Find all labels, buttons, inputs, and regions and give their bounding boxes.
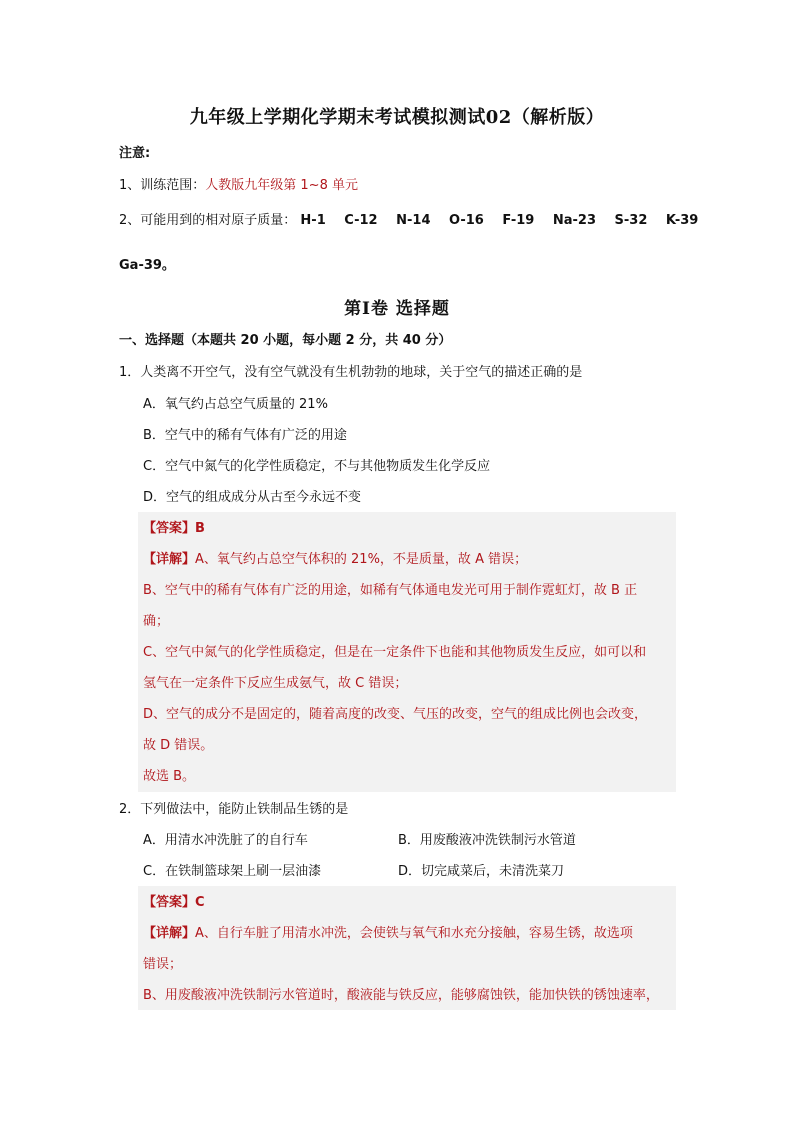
section-title: 第Ⅰ卷 选择题 bbox=[344, 299, 450, 319]
atomic-mass-continued: Ga-39。 bbox=[119, 258, 175, 273]
answer-value: C bbox=[195, 895, 205, 910]
document-title: 九年级上学期化学期末考试模拟测试02（解析版） bbox=[189, 107, 605, 128]
atomic-mass: F-19 bbox=[502, 213, 535, 228]
note-1 bbox=[119, 177, 358, 195]
atomic-mass: C-12 bbox=[344, 213, 378, 228]
note-2 bbox=[119, 212, 698, 230]
question-1-detail-line: B、空气中的稀有气体有广泛的用途，如稀有气体通电发光可用于制作霓虹灯，故 B 正 bbox=[143, 583, 638, 598]
detail-text: A、自行车脏了用清水冲洗，会使铁与氧气和水充分接触，容易生锈，故选项 bbox=[195, 926, 633, 941]
atomic-mass: O-16 bbox=[449, 213, 484, 228]
atomic-mass: S-32 bbox=[614, 213, 648, 228]
question-2-option-a: A．用清水冲洗脏了的自行车 bbox=[143, 833, 308, 848]
atomic-mass: Na-23 bbox=[552, 213, 596, 228]
question-1-detail-line: 确； bbox=[143, 614, 170, 629]
atomic-mass: K-39 bbox=[665, 213, 699, 228]
question-1-detail-line bbox=[143, 551, 527, 569]
question-2-detail-line: 错误； bbox=[143, 957, 183, 972]
answer-tag: 【答案】 bbox=[143, 521, 196, 536]
question-1-option-c: C．空气中氮气的化学性质稳定，不与其他物质发生化学反应 bbox=[143, 459, 491, 474]
note-1-value: 人教版九年级第 1~8 单元 bbox=[205, 178, 358, 193]
question-1-detail-line: 故 D 错误。 bbox=[143, 738, 214, 753]
question-2-detail-line: B、用废酸液冲洗铁制污水管道时，酸液能与铁反应，能够腐蚀铁，能加快铁的锈蚀速率， bbox=[143, 988, 659, 1003]
atomic-mass: N-14 bbox=[396, 213, 431, 228]
question-1-detail-line: 故选 B。 bbox=[143, 769, 196, 784]
detail-text: A、氧气约占总空气体积的 21%，不是质量，故 A 错误； bbox=[195, 552, 528, 567]
detail-tag: 【详解】 bbox=[143, 552, 196, 567]
part-heading: 一、选择题（本题共 20 小题，每小题 2 分，共 40 分） bbox=[119, 333, 452, 348]
question-1-detail-line: 氢气在一定条件下反应生成氨气，故 C 错误； bbox=[143, 676, 408, 691]
atomic-mass: H-1 bbox=[300, 213, 326, 228]
answer-value: B bbox=[195, 521, 205, 536]
question-1-option-d: D．空气的组成成分从古至今永远不变 bbox=[143, 490, 362, 505]
answer-tag: 【答案】 bbox=[143, 895, 196, 910]
question-2-option-d: D．切完咸菜后，未清洗菜刀 bbox=[398, 864, 565, 879]
question-2-option-c: C．在铁制篮球架上刷一层油漆 bbox=[143, 864, 322, 879]
note-2-prefix: 2、可能用到的相对原子质量： bbox=[119, 213, 297, 228]
question-1-answer bbox=[143, 520, 205, 538]
question-2-option-b: B．用废酸液冲洗铁制污水管道 bbox=[398, 833, 576, 848]
note-1-prefix: 1、训练范围： bbox=[119, 178, 206, 193]
question-1-option-b: B．空气中的稀有气体有广泛的用途 bbox=[143, 428, 347, 443]
detail-tag: 【详解】 bbox=[143, 926, 196, 941]
atomic-mass-list bbox=[300, 213, 698, 228]
question-2-detail-line bbox=[143, 925, 633, 943]
question-1-detail-line: D、空气的成分不是固定的，随着高度的改变、气压的改变，空气的组成比例也会改变， bbox=[143, 707, 648, 722]
question-1-option-a: A．氧气约占总空气质量的 21% bbox=[143, 397, 328, 412]
question-2-answer bbox=[143, 894, 205, 912]
question-1-detail-line: C、空气中氮气的化学性质稳定，但是在一定条件下也能和其他物质发生反应，如可以和 bbox=[143, 645, 647, 660]
notice-label: 注意: bbox=[119, 146, 151, 161]
question-2-stem: 2．下列做法中，能防止铁制品生锈的是 bbox=[119, 802, 349, 817]
question-1-stem: 1．人类离不开空气，没有空气就没有生机勃勃的地球，关于空气的描述正确的是 bbox=[119, 365, 583, 380]
